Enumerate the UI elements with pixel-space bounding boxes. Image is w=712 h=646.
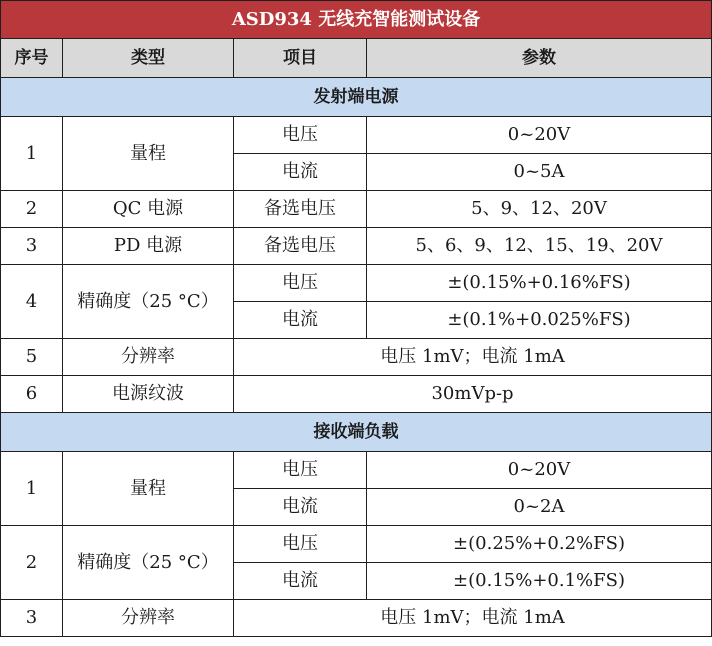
header-row bbox=[1, 39, 712, 78]
table-row bbox=[1, 452, 712, 489]
row-type: 精确度（25 °C） bbox=[63, 526, 234, 600]
header-type: 类型 bbox=[63, 39, 234, 78]
row-item: 电压 bbox=[234, 452, 367, 489]
row-type: QC 电源 bbox=[63, 191, 234, 228]
row-number: 5 bbox=[1, 339, 63, 376]
row-number: 3 bbox=[1, 600, 63, 637]
row-type: 分辨率 bbox=[63, 600, 234, 637]
table-row bbox=[1, 339, 712, 376]
row-param: ±(0.1%+0.025%FS) bbox=[367, 302, 712, 339]
row-item: 电压 bbox=[234, 526, 367, 563]
row-param: 0~20V bbox=[367, 117, 712, 154]
row-type: 分辨率 bbox=[63, 339, 234, 376]
row-type: 精确度（25 °C） bbox=[63, 265, 234, 339]
row-param: 5、9、12、20V bbox=[367, 191, 712, 228]
row-item: 电压 bbox=[234, 117, 367, 154]
title-row bbox=[1, 1, 712, 39]
section-row-receiver bbox=[1, 413, 712, 452]
table-row bbox=[1, 228, 712, 265]
row-item: 电流 bbox=[234, 563, 367, 600]
row-number: 3 bbox=[1, 228, 63, 265]
row-item: 电流 bbox=[234, 302, 367, 339]
header-param: 参数 bbox=[367, 39, 712, 78]
table-row bbox=[1, 376, 712, 413]
row-number: 1 bbox=[1, 117, 63, 191]
section-title-transmitter: 发射端电源 bbox=[1, 78, 712, 117]
row-type: PD 电源 bbox=[63, 228, 234, 265]
section-row-transmitter bbox=[1, 78, 712, 117]
row-number: 2 bbox=[1, 191, 63, 228]
table-row bbox=[1, 191, 712, 228]
row-type: 电源纹波 bbox=[63, 376, 234, 413]
row-item: 电流 bbox=[234, 154, 367, 191]
section-title-receiver: 接收端负载 bbox=[1, 413, 712, 452]
row-item: 备选电压 bbox=[234, 191, 367, 228]
row-number: 1 bbox=[1, 452, 63, 526]
row-param: 0~5A bbox=[367, 154, 712, 191]
header-item: 项目 bbox=[234, 39, 367, 78]
table-row bbox=[1, 117, 712, 154]
row-number: 6 bbox=[1, 376, 63, 413]
row-param: ±(0.15%+0.1%FS) bbox=[367, 563, 712, 600]
row-param: 电压 1mV；电流 1mA bbox=[234, 339, 712, 376]
table-title: ASD934 无线充智能测试设备 bbox=[1, 1, 712, 39]
header-no: 序号 bbox=[1, 39, 63, 78]
row-type: 量程 bbox=[63, 452, 234, 526]
row-type: 量程 bbox=[63, 117, 234, 191]
row-param: 0~20V bbox=[367, 452, 712, 489]
row-param: 电压 1mV；电流 1mA bbox=[234, 600, 712, 637]
row-param: ±(0.15%+0.16%FS) bbox=[367, 265, 712, 302]
table-row bbox=[1, 265, 712, 302]
row-item: 电压 bbox=[234, 265, 367, 302]
row-number: 2 bbox=[1, 526, 63, 600]
row-item: 电流 bbox=[234, 489, 367, 526]
row-param: 5、6、9、12、15、19、20V bbox=[367, 228, 712, 265]
row-param: ±(0.25%+0.2%FS) bbox=[367, 526, 712, 563]
row-number: 4 bbox=[1, 265, 63, 339]
table-row bbox=[1, 526, 712, 563]
row-item: 备选电压 bbox=[234, 228, 367, 265]
table-row bbox=[1, 600, 712, 637]
row-param: 0~2A bbox=[367, 489, 712, 526]
row-param: 30mVp-p bbox=[234, 376, 712, 413]
